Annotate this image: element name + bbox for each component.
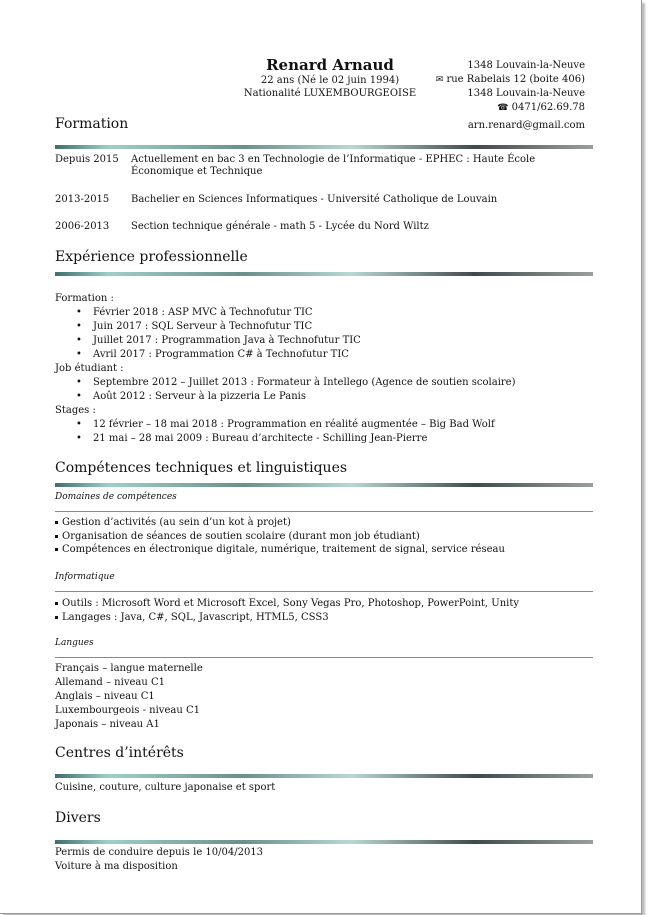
formation-entry [55, 221, 593, 235]
informatique-list [55, 597, 593, 624]
section-divider [55, 272, 593, 276]
language-item: Anglais – niveau C1 [55, 691, 155, 702]
city: 1348 Louvain-la-Neuve [467, 88, 585, 99]
interets-text: Cuisine, couture, culture japonaise et sport [55, 782, 276, 793]
address-line [365, 74, 585, 85]
entry-text: Actuellement en bac 3 en Technologie de l’Informatique - EPHEC : Haute École Économique et Technique [131, 154, 536, 177]
phone-icon: ☎ [497, 103, 509, 113]
list-item: • Février 2018 : ASP MVC à Technofutur TIC [55, 306, 593, 320]
divers-item: Voiture à ma disposition [55, 861, 178, 872]
sub-rule [55, 511, 593, 512]
entry-date: 2013-2015 [55, 194, 110, 205]
list-item: • Avril 2017 : Programmation C# à Technofutur TIC [55, 348, 593, 362]
city-top: 1348 Louvain-la-Neuve [467, 60, 585, 71]
group-label: Stages : [55, 405, 96, 416]
envelope-icon: ✉ [435, 75, 444, 85]
list-item: Langages : Java, C#, SQL, Javascript, HTML5, CSS3 [55, 611, 593, 625]
formation-title: Formation [55, 116, 129, 132]
langues-list [55, 662, 593, 732]
phone: 0471/62.69.78 [511, 102, 585, 113]
phone-line [365, 102, 585, 113]
list-item: Gestion d’activités (au sein d’un kot à projet) [55, 516, 593, 530]
section-divider [55, 774, 593, 778]
experience-list [55, 292, 593, 446]
langues-heading: Langues [55, 638, 94, 648]
domaines-heading: Domaines de compétences [55, 492, 177, 502]
divers-title: Divers [55, 810, 101, 826]
list-item: • Août 2012 : Serveur à la pizzeria Le Panis [55, 390, 593, 404]
candidate-name: Renard Arnaud [266, 56, 394, 74]
language-item: Japonais – niveau A1 [55, 719, 160, 730]
age-line: 22 ans (Né le 02 juin 1994) [260, 75, 400, 86]
group-label: Formation : [55, 293, 114, 304]
list-item: • 12 février – 18 mai 2018 : Programmation en réalité augmentée – Big Bad Wolf [55, 418, 593, 432]
list-item: • Juin 2017 : SQL Serveur à Technofutur TIC [55, 320, 593, 334]
experience-title: Expérience professionnelle [55, 249, 248, 265]
language-item: Luxembourgeois - niveau C1 [55, 705, 200, 716]
language-item: Allemand – niveau C1 [55, 677, 165, 688]
list-item: Organisation de séances de soutien scolaire (durant mon job étudiant) [55, 530, 593, 544]
list-item: • 21 mai – 28 mai 2009 : Bureau d’architecte - Schilling Jean-Pierre [55, 432, 593, 446]
list-item: • Juillet 2017 : Programmation Java à Technofutur TIC [55, 334, 593, 348]
group-label: Job étudiant : [55, 363, 124, 374]
sub-rule [55, 591, 593, 592]
email[interactable]: arn.renard@gmail.com [467, 120, 585, 131]
address: rue Rabelais 12 (boite 406) [446, 74, 585, 85]
section-divider [55, 840, 593, 844]
list-item: • Septembre 2012 – Juillet 2013 : Formateur à Intellego (Agence de soutien scolaire) [55, 376, 593, 390]
language-item: Français – langue maternelle [55, 663, 203, 674]
nationality-line: Nationalité LUXEMBOURGEOISE [243, 88, 417, 99]
entry-text: Section technique générale - math 5 - Lycée du Nord Wiltz [131, 221, 429, 232]
section-divider [55, 483, 593, 487]
list-item: Compétences en électronique digitale, numérique, traitement de signal, service réseau [55, 543, 593, 557]
domaines-list [55, 516, 593, 557]
formation-entry [55, 154, 593, 180]
entry-date: Depuis 2015 [55, 154, 119, 165]
entry-date: 2006-2013 [55, 221, 110, 232]
interets-title: Centres d’intérêts [55, 745, 184, 761]
divers-list [55, 846, 593, 874]
entry-text: Bachelier en Sciences Informatiques - Université Catholique de Louvain [131, 194, 498, 205]
sub-rule [55, 657, 593, 658]
section-divider [55, 145, 593, 149]
competences-title: Compétences techniques et linguistiques [55, 460, 348, 476]
divers-item: Permis de conduire depuis le 10/04/2013 [55, 847, 264, 858]
informatique-heading: Informatique [55, 572, 115, 582]
formation-entry [55, 194, 593, 208]
list-item: Outils : Microsoft Word et Microsoft Excel, Sony Vegas Pro, Photoshop, PowerPoint, Unity [55, 597, 593, 611]
